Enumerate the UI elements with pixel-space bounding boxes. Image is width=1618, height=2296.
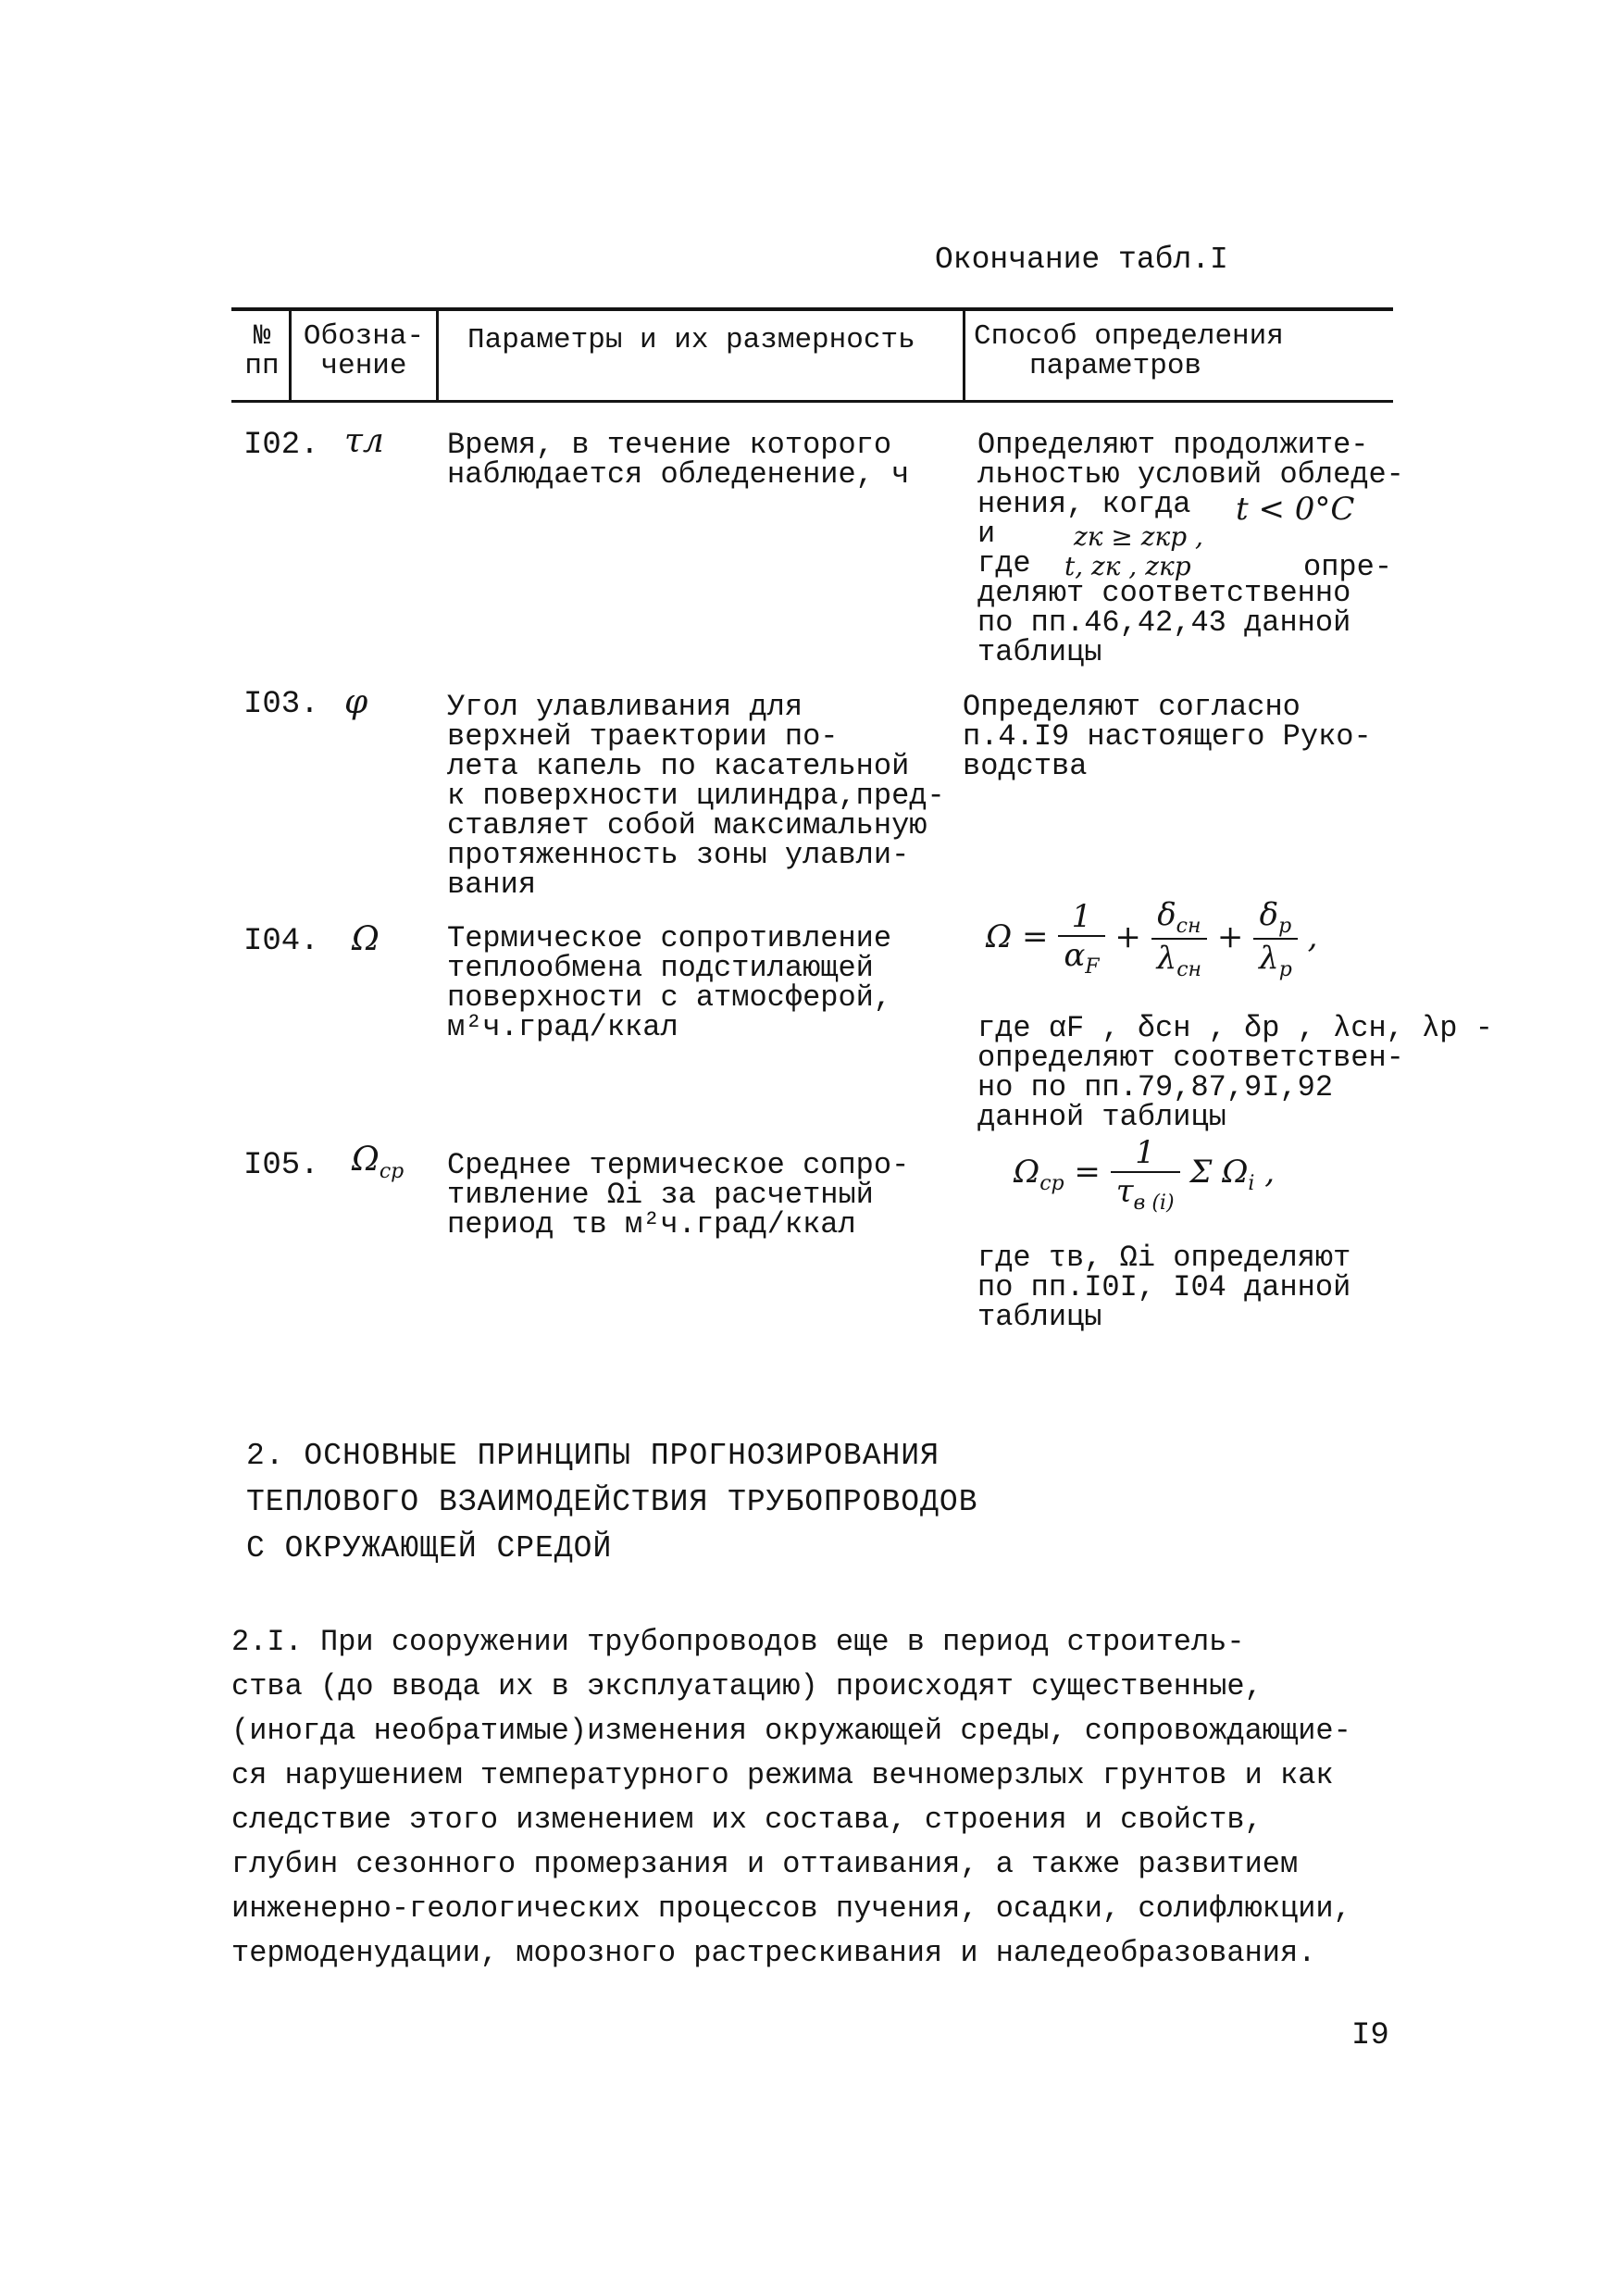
section-heading-line3: С ОКРУЖАЮЩЕЙ СРЕДОЙ <box>246 1531 613 1566</box>
table-top-rule <box>231 307 1393 311</box>
section-heading <box>246 1433 978 1572</box>
row-102-symbol: τл <box>344 422 384 460</box>
col-divider-2 <box>436 309 439 400</box>
row-103-param: Угол улавливания для верхней траектории по- лета капель по касательной к поверхности цилиндра,пред- ставляет собой максимальную протяженность зоны улавли- вания <box>447 690 945 902</box>
page-number: I9 <box>1351 2018 1389 2053</box>
header-designation-line1: Обозна- <box>303 320 425 353</box>
frac-1-alpha: $\frac{1}{\alpha_F}$ <box>1058 898 1104 979</box>
header-method <box>974 322 1363 381</box>
frac-delta-lambda-r: $\frac{\delta_р}{\lambda_р}$ <box>1253 896 1298 981</box>
row-105-formula <box>1014 1134 1275 1215</box>
header-num <box>239 322 285 381</box>
section-heading-line1: 2. ОСНОВНЫЕ ПРИНЦИПЫ ПРОГНОЗИРОВАНИЯ <box>246 1439 940 1473</box>
row-103-method: Определяют согласно п.4.I9 настоящего Руко- водства <box>963 690 1372 783</box>
header-method-line2: параметров <box>1029 350 1202 382</box>
row-104-formula: Ω = $\frac{1}{\alpha_F}$ + $\frac{\delta_{сн}}{\lambda_{сн}}$ + $\frac{\delta_р}{\lambda_р}$ , <box>986 896 1318 981</box>
row-102-num: I02. <box>243 428 319 463</box>
table-caption: Окончание табл.I <box>935 243 1228 277</box>
row-102-formula-vars: t, zк , zкр <box>1064 551 1191 581</box>
row-104-symbol: Ω <box>352 920 380 958</box>
row-104-param: Термическое сопротивление теплообмена подстилающей поверхности с атмосферой, м²ч.град/ккал <box>447 921 892 1044</box>
col-divider-3 <box>963 309 965 400</box>
row-102-method-tail: опре- <box>1303 550 1393 584</box>
row-105-num: I05. <box>243 1148 319 1183</box>
col-divider-1 <box>289 309 292 400</box>
row-105-method: где τв, Ωi определяют по пп.I0I, I04 данной таблицы <box>977 1241 1351 1334</box>
header-params: Параметры и их размерность <box>467 324 915 356</box>
frac-delta-lambda-sn: $\frac{\delta_{сн}}{\lambda_{сн}}$ <box>1151 896 1207 981</box>
row-105-symbol: $\Omega_{ср}$ <box>352 1141 404 1184</box>
row-103-num: I03. <box>243 687 319 722</box>
header-num-line2: пп <box>244 350 280 382</box>
table-header-bottom-rule <box>231 400 1393 403</box>
section-paragraph: 2.I. При сооружении трубопроводов еще в период строитель- ства (до ввода их в эксплуатацию) происходят существенные, (иногда необратимые)изменения окружающей среды, сопровождающие- ся нарушением температурного режима вечномерзлых грунтов и как следствие этого изменением их состава, строения и свойств, глубин сезонного промерзания и оттаивания, а также развитием инженерно-геологических процессов пучения, осадки, солифлюкции, термоденудации, морозного растрескивания и наледеобразования. <box>231 1625 1351 1970</box>
formula-omega: Ω = <box>986 917 1049 955</box>
row-105-param: Среднее термическое сопро- тивление Ωi за расчетный период τв м²ч.град/ккал <box>447 1148 910 1242</box>
row-102-formula-temp: t < 0°C <box>1236 491 1355 528</box>
frac-1-tau: $\frac{1}{\tau_{в (i)}}$ <box>1111 1134 1180 1215</box>
row-104-num: I04. <box>243 924 319 959</box>
formula-sum: Σ $\Omega_i$ , <box>1189 1154 1276 1196</box>
row-102-method: Определяют продолжите- льностью условий обледе- нения, когда и где деляют соответственно по пп.46,42,43 данной таблицы <box>977 428 1404 669</box>
header-num-line1: № <box>253 320 271 353</box>
header-method-line1: Способ определения <box>974 320 1284 353</box>
header-designation-line2: чение <box>320 350 407 382</box>
formula-omega-sr: $\Omega_{ср}$ = <box>1014 1154 1101 1196</box>
row-104-method: где αF , δсн , δр , λсн, λр - определяют соответствен- но по пп.79,87,9I,92 данной таблицы <box>977 1011 1493 1134</box>
row-103-symbol: φ <box>344 683 368 721</box>
row-102-formula-cond: zк ≥ zкр , <box>1074 521 1203 552</box>
header-designation <box>294 322 433 381</box>
section-heading-line2: ТЕПЛОВОГО ВЗАИМОДЕЙСТВИЯ ТРУБОПРОВОДОВ <box>246 1485 978 1519</box>
row-102-param: Время, в течение которого наблюдается обледенение, ч <box>447 428 910 492</box>
